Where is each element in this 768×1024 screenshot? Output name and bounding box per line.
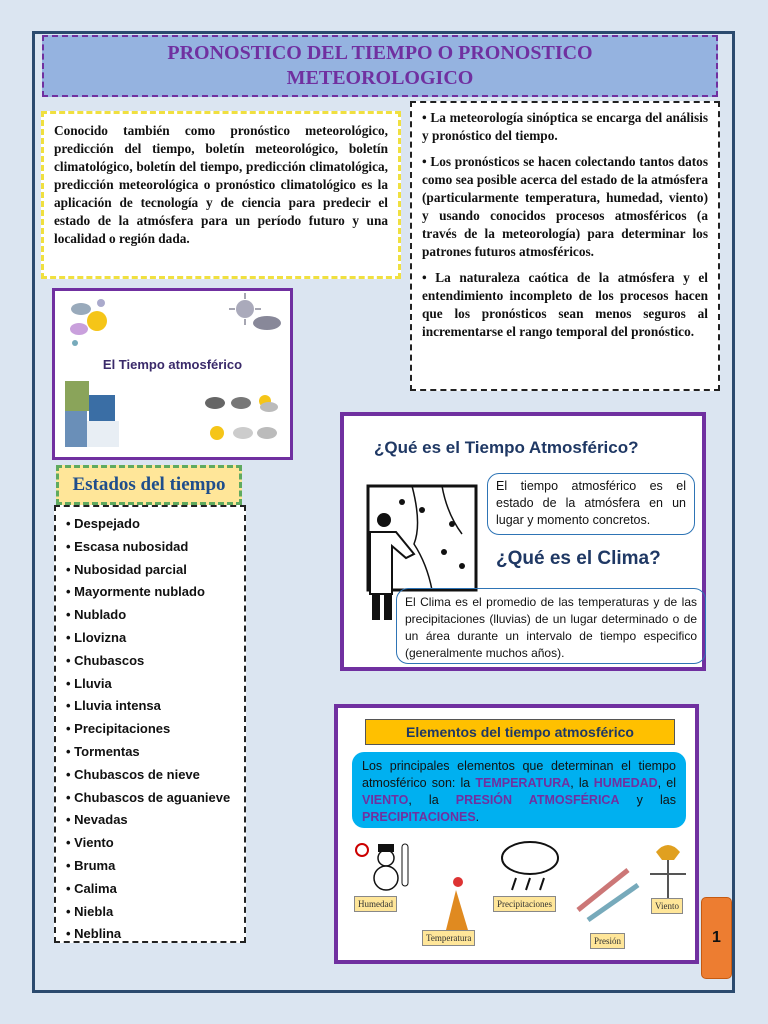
burning-tree-icon	[446, 890, 468, 930]
list-item: • Niebla	[66, 901, 244, 924]
list-item: • Nevadas	[66, 809, 244, 832]
bullet-item: • La meteorología sinóptica se encarga del análisis y pronóstico del tiempo.	[422, 110, 708, 143]
raindrop-icon	[72, 340, 78, 346]
answer-tiempo: El tiempo atmosférico es el estado de la atmósfera en un lugar y momento concretos.	[487, 473, 695, 535]
list-item: • Chubascos de nieve	[66, 764, 244, 787]
list-item: • Chubascos	[66, 650, 244, 673]
label-temperatura: Temperatura	[422, 930, 475, 946]
estados-list	[54, 505, 246, 943]
storm-cloud-icon	[205, 397, 225, 409]
sun-icon	[210, 426, 224, 440]
definition-box	[41, 111, 401, 279]
label-presion: Presión	[590, 933, 625, 949]
list-item: • Nublado	[66, 604, 244, 627]
cloud-icon	[253, 316, 281, 330]
weather-illustration	[52, 288, 293, 460]
elementos-illustrations	[338, 830, 695, 960]
question-clima: ¿Qué es el Clima?	[496, 548, 661, 569]
bullet-item: • Los pronósticos se hacen colectando tantos datos como sea posible acerca del estado de la atmósfera (particularmente temperatura, humedad, viento) y usando conocidos procesos atmosféricos (a través de la meteorología) para determinar los patrones futuros atmosféricos.	[422, 154, 708, 259]
list-item: • Neblina	[66, 923, 244, 946]
tiempo-clima-panel	[340, 412, 706, 671]
list-item: • Escasa nubosidad	[66, 536, 244, 559]
list-item: • Tormentas	[66, 741, 244, 764]
definition-text: Conocido también como pronóstico meteorológico, predicción del tiempo, boletín meteorológico, boletín climatológico, boletín del tiempo, predicción climatológica, predicción meteorológica o pronóstico climatológico es la aplicación de tecnología y de ciencia para predecir el estado de la atmósfera para un período futuro y una localidad o región dada.	[54, 123, 388, 246]
weather-illustration-caption: El Tiempo atmosférico	[102, 357, 243, 372]
question-tiempo: ¿Qué es el Tiempo Atmosférico?	[374, 438, 639, 457]
page-number: 1	[701, 897, 732, 979]
snow-cloud-icon	[257, 427, 277, 439]
list-item: • Bruma	[66, 855, 244, 878]
list-item: • Llovizna	[66, 627, 244, 650]
thermometer-icon	[402, 844, 408, 886]
answer-clima: El Clima es el promedio de las temperaturas y de las precipitaciones (lluvias) de un lugar determinado o de un área durante un intervalo de tiempo especifico (generalmente muchos años).	[396, 588, 706, 664]
cloud-icon	[71, 303, 91, 315]
rain-cloud-icon	[502, 842, 558, 874]
list-item: • Chubascos de aguanieve	[66, 787, 244, 810]
sun-icon	[356, 844, 368, 856]
page-title-line1: PRONOSTICO DEL TIEMPO O PRONOSTICO	[167, 42, 593, 64]
sun-icon	[236, 300, 254, 318]
elementos-panel	[334, 704, 699, 964]
sun-icon	[87, 311, 107, 331]
elementos-title: Elementos del tiempo atmosférico	[365, 719, 675, 745]
list-item: • Viento	[66, 832, 244, 855]
list-item: • Lluvia intensa	[66, 695, 244, 718]
rain-cloud-icon	[231, 397, 251, 409]
list-item: • Lluvia	[66, 673, 244, 696]
landscape-photo	[65, 381, 89, 411]
cloud-icon	[70, 323, 88, 335]
list-item: • Precipitaciones	[66, 718, 244, 741]
snowman-icon	[378, 850, 394, 866]
list-item: • Mayormente nublado	[66, 581, 244, 604]
estados-title: Estados del tiempo	[56, 465, 242, 505]
label-viento: Viento	[651, 898, 683, 914]
bullets-box	[410, 101, 720, 391]
list-item: • Nubosidad parcial	[66, 559, 244, 582]
list-item: • Despejado	[66, 513, 244, 536]
pressure-arrows-icon	[578, 870, 628, 910]
weather-icons-illustration	[55, 291, 290, 457]
cloud-icon	[233, 427, 253, 439]
bullet-item: • La naturaleza caótica de la atmósfera y el entendimiento incompleto de los procesos hacen que los pronósticos sean menos seguros al incrementarse el rango temporal del pronóstico.	[422, 270, 708, 339]
page-title	[42, 35, 718, 97]
elementos-text: Los principales elementos que determinan el tiempo atmosférico son: la TEMPERATURA, la HUMEDAD, el VIENTO, la PRESIÓN ATMOSFÉRICA y las PRECIPITACIONES.	[352, 752, 686, 828]
label-humedad: Humedad	[354, 896, 397, 912]
list-item: • Calima	[66, 878, 244, 901]
label-precipitaciones: Precipitaciones	[493, 896, 556, 912]
page-title-line2: METEOROLOGICO	[286, 67, 474, 89]
